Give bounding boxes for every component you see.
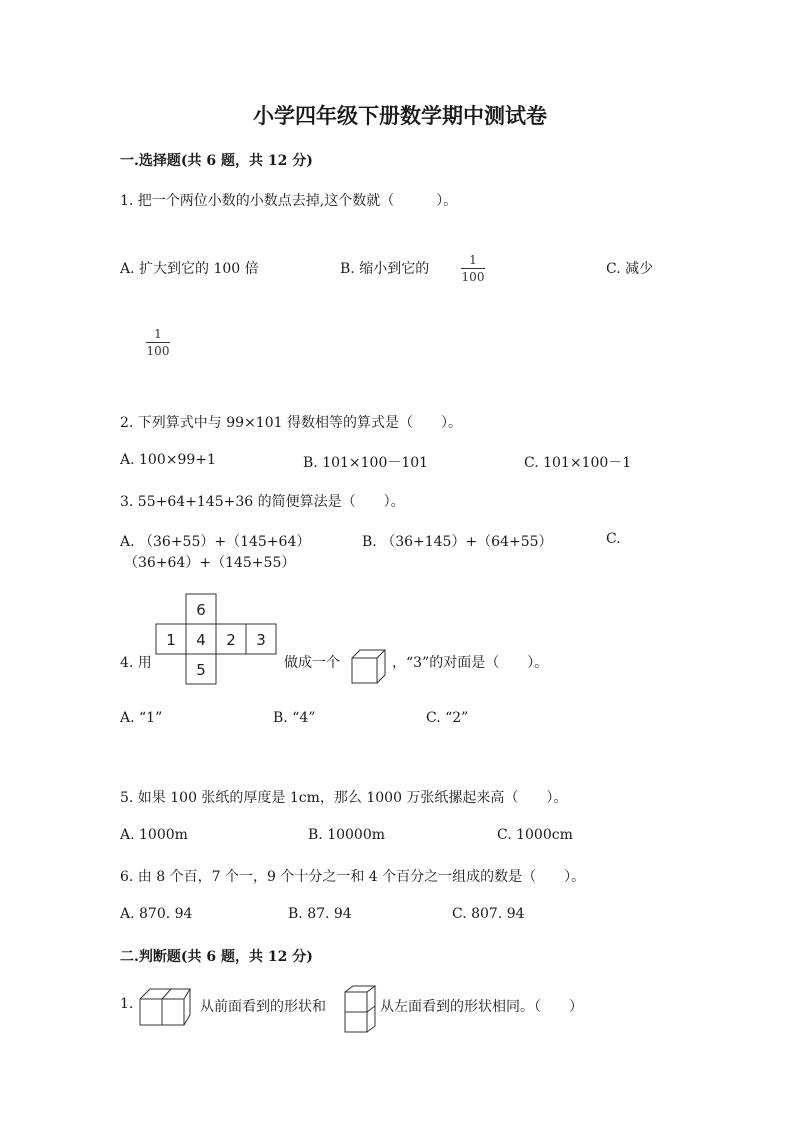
judgment-1-part-1: 从前面看到的形状和 bbox=[200, 999, 326, 1015]
question-3-option-c-continued: （36+64）+（145+55） bbox=[124, 555, 296, 571]
question-2-text: 2. 下列算式中与 99×101 得数相等的算式是（ ）。 bbox=[120, 415, 462, 431]
net-label-1: 1 bbox=[166, 631, 176, 649]
section-heading-choice: 一.选择题(共 6 题，共 12 分) bbox=[120, 153, 313, 169]
fraction-denominator: 100 bbox=[461, 270, 485, 284]
stacked-cubes-figure bbox=[343, 984, 377, 1034]
judgment-1-part-2: 从左面看到的形状相同。（ ） bbox=[380, 999, 583, 1015]
question-3-option-a[interactable]: A. （36+55）+（145+64） bbox=[120, 534, 311, 550]
question-5-option-b[interactable]: B. 10000m bbox=[308, 827, 385, 843]
question-3-text: 3. 55+64+145+36 的简便算法是（ ）。 bbox=[120, 494, 405, 510]
net-label-top: 6 bbox=[196, 601, 206, 619]
question-5-option-c[interactable]: C. 1000cm bbox=[497, 827, 573, 843]
net-label-3: 2 bbox=[226, 631, 236, 649]
two-cubes-side-by-side-figure bbox=[138, 985, 193, 1029]
question-5-text: 5. 如果 100 张纸的厚度是 1cm，那么 1000 万张纸摞起来高（ ）。 bbox=[120, 790, 568, 806]
question-6-option-c[interactable]: C. 807. 94 bbox=[452, 906, 525, 922]
question-2-option-c[interactable]: C. 101×100－1 bbox=[524, 455, 632, 471]
question-3-option-c[interactable]: C. bbox=[606, 531, 621, 547]
question-6-text: 6. 由 8 个百，7 个一，9 个十分之一和 4 个百分之一组成的数是（ ）。 bbox=[120, 869, 586, 885]
question-4-prefix: 4. 用 bbox=[120, 655, 152, 671]
question-2-option-b[interactable]: B. 101×100－101 bbox=[303, 455, 429, 471]
question-2-option-a[interactable]: A. 100×99+1 bbox=[120, 452, 216, 468]
question-6-option-a[interactable]: A. 870. 94 bbox=[120, 906, 193, 922]
question-5-option-a[interactable]: A. 1000m bbox=[120, 827, 188, 843]
question-4-option-c[interactable]: C. “2” bbox=[426, 710, 469, 726]
cube-icon bbox=[350, 648, 386, 686]
fraction-one-hundredth bbox=[461, 253, 485, 284]
question-4-middle: 做成一个 bbox=[284, 655, 340, 671]
section-heading-judgment: 二.判断题(共 6 题，共 12 分) bbox=[120, 949, 313, 965]
cube-net-figure bbox=[150, 590, 280, 685]
fraction-numerator: 1 bbox=[461, 253, 485, 269]
question-1-option-a[interactable]: A. 扩大到它的 100 倍 bbox=[120, 261, 259, 277]
page-title: 小学四年级下册数学期中测试卷 bbox=[253, 103, 547, 128]
question-6-option-b[interactable]: B. 87. 94 bbox=[288, 906, 352, 922]
net-label-bottom: 5 bbox=[196, 661, 206, 679]
fraction-one-hundredth-c bbox=[146, 327, 170, 358]
net-label-4: 3 bbox=[256, 631, 266, 649]
question-4-option-a[interactable]: A. “1” bbox=[120, 710, 163, 726]
question-1-option-b[interactable]: B. 缩小到它的 bbox=[340, 261, 430, 277]
net-label-2: 4 bbox=[196, 631, 206, 649]
fraction-denominator: 100 bbox=[146, 344, 170, 358]
question-4-suffix: ，“3”的对面是（ ）。 bbox=[392, 655, 549, 671]
fraction-numerator: 1 bbox=[146, 327, 170, 343]
question-3-option-b[interactable]: B. （36+145）+（64+55） bbox=[362, 534, 553, 550]
question-1-text: 1. 把一个两位小数的小数点去掉,这个数就（ ）。 bbox=[120, 193, 458, 209]
question-1-option-c[interactable]: C. 减少 bbox=[606, 261, 654, 277]
judgment-1-number: 1. bbox=[120, 996, 134, 1012]
question-4-option-b[interactable]: B. “4” bbox=[273, 710, 316, 726]
